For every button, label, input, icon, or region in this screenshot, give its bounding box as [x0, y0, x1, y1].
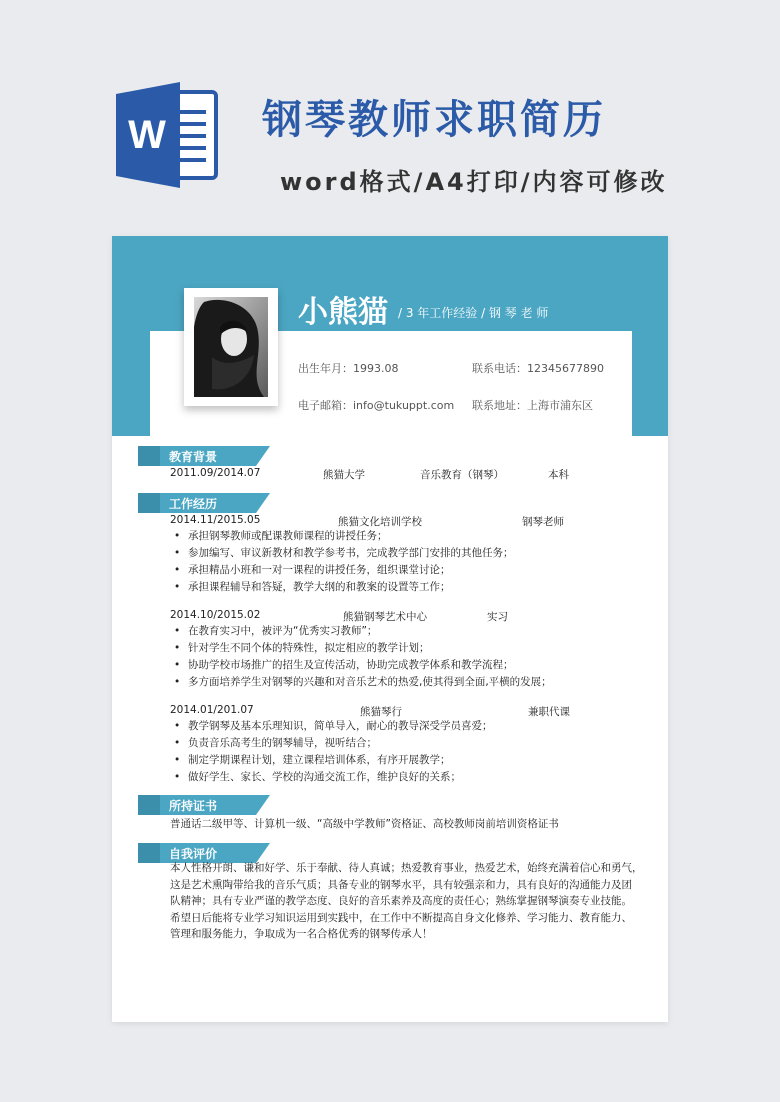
candidate-name: 小熊猫 [298, 295, 388, 330]
word-icon [116, 80, 222, 190]
phone-value: 12345677890 [527, 362, 604, 375]
job-duties [172, 623, 552, 691]
email-info [298, 397, 454, 413]
list-item: • 多方面培养学生对钢琴的兴趣和对音乐艺术的热爱,使其得到全面,平横的发展； [172, 674, 552, 691]
job-role: 实习 [487, 611, 508, 623]
list-item: • 教学钢琴及基本乐理知识，简单导入，耐心的教导深受学员喜爱； [172, 718, 493, 735]
list-item: • 做好学生、家长、学校的沟通交流工作，维护良好的关系； [172, 769, 493, 786]
list-item: • 负责音乐高考生的钢琴辅导，视听结合； [172, 735, 493, 752]
phone-info [472, 360, 604, 376]
section-heading-certificates [138, 795, 270, 815]
profile-photo-frame [184, 288, 278, 406]
section-title: 自我评价 [169, 847, 218, 861]
self-eval-line: 队精神；具有专业严谨的教学态度、良好的音乐素养及高度的责任心；熟练掌握钢琴演奏专业技能。 [170, 895, 632, 907]
candidate-tagline: / 3 年工作经验 / 钢 琴 老 师 [398, 306, 549, 320]
birth-label: 出生年月： [298, 362, 353, 375]
self-eval-line: 这是艺术熏陶带给我的音乐气质；具备专业的钢琴水平，具有较强亲和力，具有良好的沟通能力及团 [170, 878, 632, 891]
job-org: 熊猫文化培训学校 [338, 516, 422, 528]
birth-value: 1993.08 [353, 362, 399, 375]
list-item: • 承担精品小班和一对一课程的讲授任务，组织课堂讨论； [172, 562, 514, 579]
job-org: 熊猫钢琴艺术中心 [343, 611, 427, 623]
list-item: • 针对学生不同个体的特殊性，拟定相应的教学计划； [172, 640, 552, 657]
section-heading-education [138, 446, 270, 466]
word-logo-letter: W [128, 113, 166, 157]
list-item: • 承担课程辅导和答疑，教学大纲的和教案的设置等工作； [172, 579, 514, 596]
job-date: 2014.01/201.07 [170, 704, 254, 716]
avatar [194, 297, 268, 397]
self-eval-line: 本人性格开朗、谦和好学、乐于奉献、待人真诚；热爱教育事业，热爱艺术，始终充满着信心和勇气， [170, 862, 643, 874]
address-value: 上海市浦东区 [527, 399, 593, 412]
education-date: 2011.09/2014.07 [170, 467, 261, 479]
job-duties [172, 718, 493, 786]
birth-info [298, 360, 399, 376]
self-eval-line: 管理和服务能力，争取成为一名合格优秀的钢琴传承人！ [170, 928, 433, 940]
section-heading-work [138, 493, 270, 513]
section-title: 所持证书 [169, 799, 218, 813]
education-major: 音乐教育（钢琴） [420, 469, 504, 481]
job-org: 熊猫琴行 [360, 706, 402, 718]
list-item: • 在教育实习中，被评为“优秀实习教师”； [172, 623, 552, 640]
section-title: 工作经历 [169, 497, 218, 511]
list-item: • 协助学校市场推广的招生及宣传活动，协助完成教学体系和教学流程； [172, 657, 552, 674]
list-item: • 制定学期课程计划，建立课程培训体系，有序开展教学； [172, 752, 493, 769]
job-date: 2014.10/2015.02 [170, 609, 261, 621]
address-label: 联系地址： [472, 399, 527, 412]
education-school: 熊猫大学 [323, 469, 365, 481]
job-role: 钢琴老师 [522, 516, 564, 528]
list-item: • 承担钢琴教师或配课教师课程的讲授任务； [172, 528, 514, 545]
job-date: 2014.11/2015.05 [170, 514, 261, 526]
self-eval-text [170, 860, 643, 943]
section-title: 教育背景 [169, 450, 218, 464]
page-subtitle: word格式/A4打印/内容可修改 [280, 168, 668, 196]
email-value: info@tukuppt.com [353, 399, 455, 412]
job-duties [172, 528, 514, 596]
address-info [472, 397, 593, 413]
phone-label: 联系电话： [472, 362, 527, 375]
education-degree: 本科 [548, 469, 569, 481]
page-title: 钢琴教师求职简历 [262, 97, 606, 143]
email-label: 电子邮箱： [298, 399, 353, 412]
self-eval-line: 希望日后能将专业学习知识运用到实践中，在工作中不断提高自身文化修养、学习能力、教育能力、 [170, 911, 632, 924]
list-item: • 参加编写、审议新教材和教学参考书，完成教学部门安排的其他任务； [172, 545, 514, 562]
job-role: 兼职代课 [528, 706, 570, 718]
certificates-text: 普通话二级甲等、计算机一级、“高级中学教师”资格证、高校教师岗前培训资格证书 [170, 818, 559, 830]
